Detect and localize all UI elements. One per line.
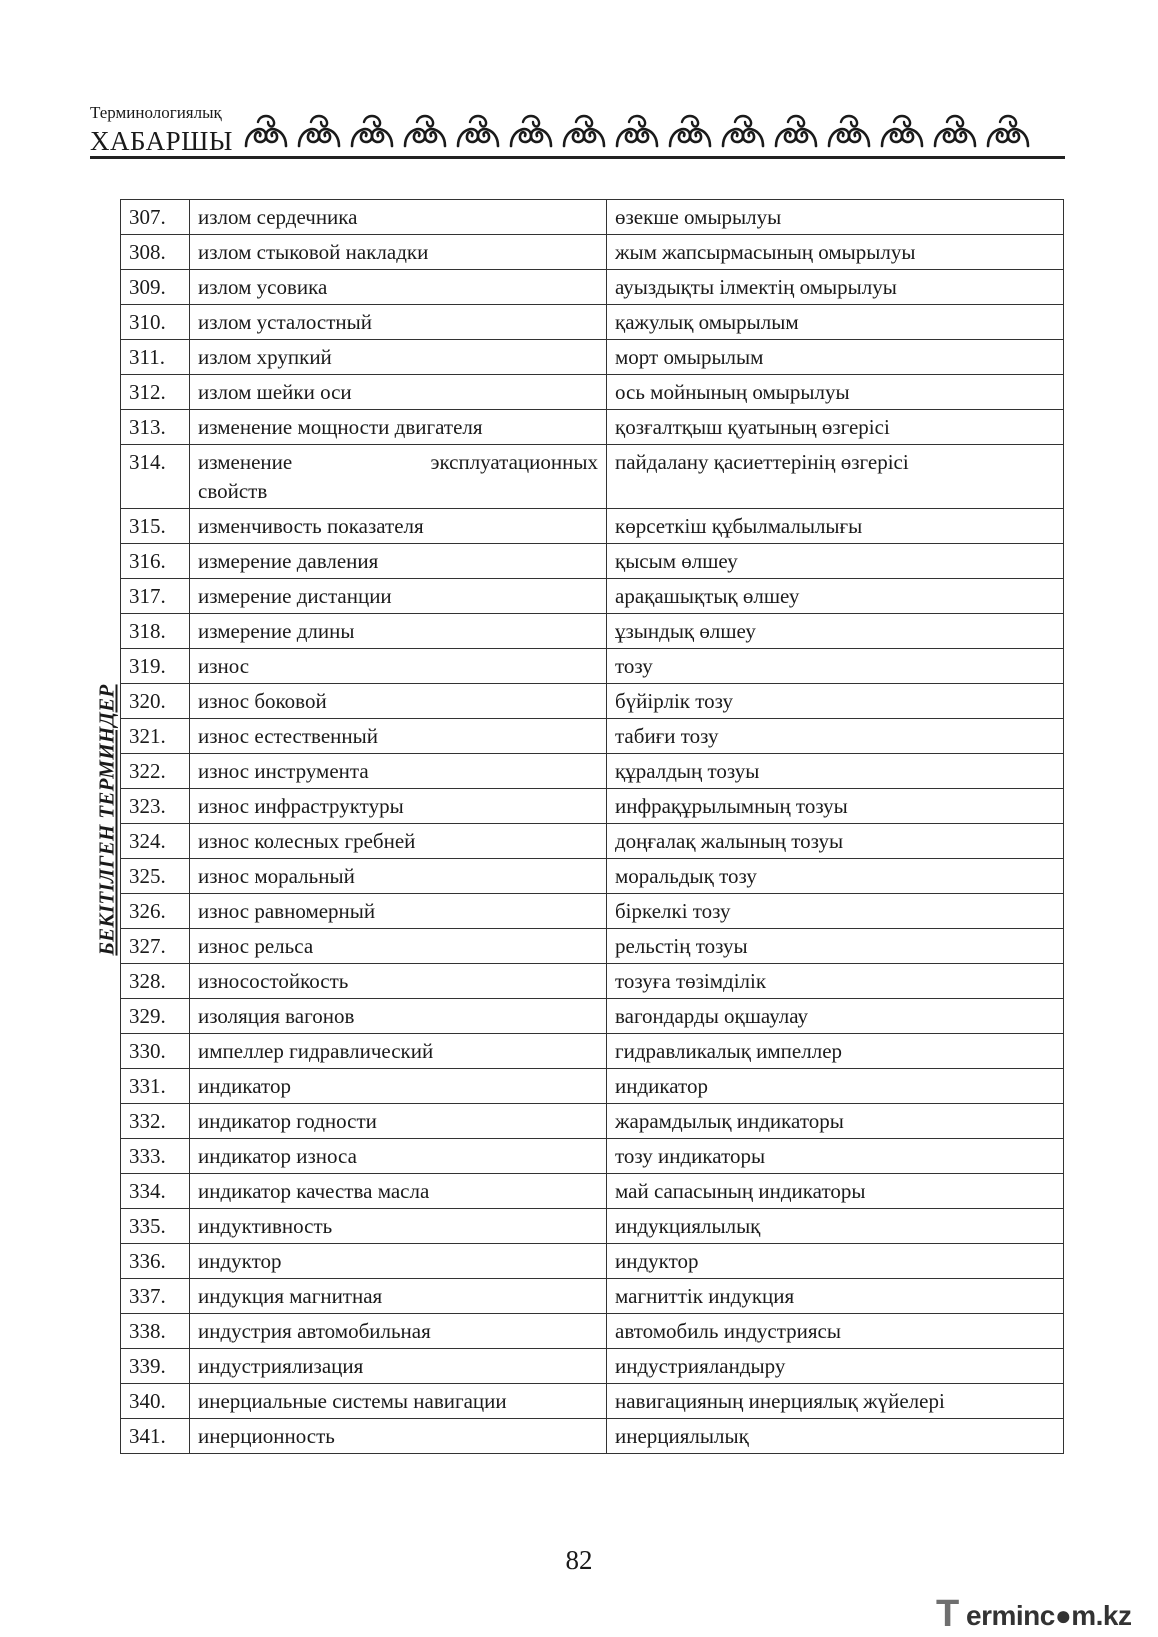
term-russian: износ инструмента xyxy=(190,754,607,789)
term-russian: излом усталостный xyxy=(190,305,607,340)
term-number: 329. xyxy=(121,999,190,1034)
table-row xyxy=(121,340,1064,375)
term-russian: износ колесных гребней xyxy=(190,824,607,859)
table-row xyxy=(121,1419,1064,1454)
term-kazakh: тозу индикаторы xyxy=(607,1139,1064,1174)
term-number: 338. xyxy=(121,1314,190,1349)
term-russian-word: изменение xyxy=(198,450,293,474)
table-row xyxy=(121,1349,1064,1384)
term-russian: излом хрупкий xyxy=(190,340,607,375)
term-number: 335. xyxy=(121,1209,190,1244)
term-kazakh: вагондарды оқшаулау xyxy=(607,999,1064,1034)
term-kazakh: тозуға төзімділік xyxy=(607,964,1064,999)
ornament-curl xyxy=(246,116,286,146)
term-kazakh: доңғалақ жалының тозуы xyxy=(607,824,1064,859)
ornament-curl xyxy=(723,116,763,146)
term-number: 317. xyxy=(121,579,190,614)
term-number: 328. xyxy=(121,964,190,999)
table-row xyxy=(121,999,1064,1034)
term-russian: износ xyxy=(190,649,607,684)
watermark-initial: T xyxy=(936,1593,960,1635)
table-row xyxy=(121,1244,1064,1279)
term-kazakh: моральдық тозу xyxy=(607,859,1064,894)
ornament-curl xyxy=(511,116,551,146)
table-row xyxy=(121,1314,1064,1349)
watermark-text: erminc●m.kz xyxy=(966,1600,1132,1631)
term-russian: индукция магнитная xyxy=(190,1279,607,1314)
ornament-curl xyxy=(829,116,869,146)
term-russian: измерение дистанции xyxy=(190,579,607,614)
term-russian: изоляция вагонов xyxy=(190,999,607,1034)
term-russian: износостойкость xyxy=(190,964,607,999)
ornament-curl xyxy=(458,116,498,146)
header-rule xyxy=(90,156,1065,159)
term-number: 330. xyxy=(121,1034,190,1069)
table-row xyxy=(121,200,1064,235)
term-russian: индикатор качества масла xyxy=(190,1174,607,1209)
term-kazakh: магниттік индукция xyxy=(607,1279,1064,1314)
term-number: 309. xyxy=(121,270,190,305)
term-russian: индустрия автомобильная xyxy=(190,1314,607,1349)
table-row xyxy=(121,824,1064,859)
table-row xyxy=(121,1139,1064,1174)
ornament-curl xyxy=(882,116,922,146)
term-russian: измерение давления xyxy=(190,544,607,579)
term-number: 316. xyxy=(121,544,190,579)
ornament-curl xyxy=(617,116,657,146)
term-kazakh: май сапасының индикаторы xyxy=(607,1174,1064,1209)
term-russian: износ боковой xyxy=(190,684,607,719)
table-row xyxy=(121,929,1064,964)
term-number: 334. xyxy=(121,1174,190,1209)
table-row xyxy=(121,270,1064,305)
table-row xyxy=(121,1384,1064,1419)
ornament-curl xyxy=(670,116,710,146)
term-kazakh: бүйірлік тозу xyxy=(607,684,1064,719)
term-number: 333. xyxy=(121,1139,190,1174)
term-russian: инерциальные системы навигации xyxy=(190,1384,607,1419)
ornament-curl xyxy=(988,116,1028,146)
term-number: 336. xyxy=(121,1244,190,1279)
table-row xyxy=(121,1174,1064,1209)
term-number: 314. xyxy=(121,445,190,509)
term-russian: импеллер гидравлический xyxy=(190,1034,607,1069)
term-kazakh: автомобиль индустриясы xyxy=(607,1314,1064,1349)
ornament-curl xyxy=(935,116,975,146)
term-russian: излом стыковой накладки xyxy=(190,235,607,270)
term-kazakh: индукциялылық xyxy=(607,1209,1064,1244)
page-number: 82 xyxy=(565,1545,593,1575)
term-russian: износ равномерный xyxy=(190,894,607,929)
term-russian-line xyxy=(198,448,598,477)
term-kazakh: морт омырылым xyxy=(607,340,1064,375)
term-number: 319. xyxy=(121,649,190,684)
term-russian: износ инфраструктуры xyxy=(190,789,607,824)
header-subtitle: Терминологиялық xyxy=(90,103,222,122)
term-kazakh: біркелкі тозу xyxy=(607,894,1064,929)
table-row xyxy=(121,579,1064,614)
term-kazakh: инфрақұрылымның тозуы xyxy=(607,789,1064,824)
table-row xyxy=(121,894,1064,929)
term-kazakh: жым жапсырмасының омырылуы xyxy=(607,235,1064,270)
term-number: 315. xyxy=(121,509,190,544)
term-kazakh: инерциялылық xyxy=(607,1419,1064,1454)
page-header xyxy=(90,104,1065,164)
term-kazakh: ауыздықты ілмектің омырылуы xyxy=(607,270,1064,305)
term-number: 337. xyxy=(121,1279,190,1314)
term-number: 323. xyxy=(121,789,190,824)
term-russian: индикатор годности xyxy=(190,1104,607,1139)
term-kazakh: қозғалтқыш қуатының өзгерісі xyxy=(607,410,1064,445)
term-kazakh: жарамдылық индикаторы xyxy=(607,1104,1064,1139)
table-row xyxy=(121,1034,1064,1069)
table-row xyxy=(121,789,1064,824)
term-number: 326. xyxy=(121,894,190,929)
term-kazakh: индуктор xyxy=(607,1244,1064,1279)
term-kazakh: қысым өлшеу xyxy=(607,544,1064,579)
table-row xyxy=(121,305,1064,340)
term-russian: излом шейки оси xyxy=(190,375,607,410)
term-number: 339. xyxy=(121,1349,190,1384)
term-number: 325. xyxy=(121,859,190,894)
term-number: 321. xyxy=(121,719,190,754)
table-row xyxy=(121,235,1064,270)
table-row xyxy=(121,410,1064,445)
term-number: 331. xyxy=(121,1069,190,1104)
term-russian: излом усовика xyxy=(190,270,607,305)
side-label-text: БЕКІТІЛГЕН ТЕРМИНДЕР xyxy=(94,684,119,956)
term-russian: износ моральный xyxy=(190,859,607,894)
table-row xyxy=(121,684,1064,719)
term-kazakh: гидравликалық импеллер xyxy=(607,1034,1064,1069)
term-number: 327. xyxy=(121,929,190,964)
term-number: 311. xyxy=(121,340,190,375)
table-row xyxy=(121,445,1064,509)
table-row xyxy=(121,719,1064,754)
term-kazakh: арақашықтық өлшеу xyxy=(607,579,1064,614)
ornament-curl xyxy=(776,116,816,146)
ornament-curl xyxy=(352,116,392,146)
term-number: 318. xyxy=(121,614,190,649)
term-kazakh: рельстің тозуы xyxy=(607,929,1064,964)
term-russian xyxy=(190,445,607,509)
ornament-border xyxy=(242,108,1065,154)
term-number: 307. xyxy=(121,200,190,235)
term-russian: излом сердечника xyxy=(190,200,607,235)
table-row xyxy=(121,649,1064,684)
table-row xyxy=(121,509,1064,544)
term-number: 332. xyxy=(121,1104,190,1139)
table-row xyxy=(121,1209,1064,1244)
table-row xyxy=(121,614,1064,649)
ornament-curl xyxy=(405,116,445,146)
term-russian: изменение мощности двигателя xyxy=(190,410,607,445)
term-kazakh: тозу xyxy=(607,649,1064,684)
term-russian-tail: свойств xyxy=(198,479,268,503)
term-kazakh: табиғи тозу xyxy=(607,719,1064,754)
term-kazakh: қажулық омырылым xyxy=(607,305,1064,340)
term-number: 340. xyxy=(121,1384,190,1419)
table-row xyxy=(121,1104,1064,1139)
terms-table xyxy=(120,199,1064,1454)
term-russian: индустриялизация xyxy=(190,1349,607,1384)
term-kazakh: ось мойнының омырылуы xyxy=(607,375,1064,410)
term-russian: измерение длины xyxy=(190,614,607,649)
term-russian: инерционность xyxy=(190,1419,607,1454)
ornament-curl xyxy=(299,116,339,146)
table-row xyxy=(121,754,1064,789)
table-row xyxy=(121,1279,1064,1314)
term-russian: износ естественный xyxy=(190,719,607,754)
term-number: 310. xyxy=(121,305,190,340)
term-kazakh: навигацияның инерциялық жүйелері xyxy=(607,1384,1064,1419)
term-number: 324. xyxy=(121,824,190,859)
term-kazakh: өзекше омырылуы xyxy=(607,200,1064,235)
table-row xyxy=(121,964,1064,999)
term-number: 308. xyxy=(121,235,190,270)
header-title: ХАБАРШЫ xyxy=(90,126,233,156)
ornament-curl xyxy=(564,116,604,146)
term-russian-word: эксплуатационных xyxy=(430,450,598,474)
term-number: 320. xyxy=(121,684,190,719)
term-kazakh: индустрияландыру xyxy=(607,1349,1064,1384)
term-russian: изменчивость показателя xyxy=(190,509,607,544)
term-russian: индуктивность xyxy=(190,1209,607,1244)
table-row xyxy=(121,544,1064,579)
term-russian: износ рельса xyxy=(190,929,607,964)
term-number: 341. xyxy=(121,1419,190,1454)
term-kazakh: пайдалану қасиеттерінің өзгерісі xyxy=(607,445,1064,509)
term-kazakh: құралдың тозуы xyxy=(607,754,1064,789)
term-russian: индикатор xyxy=(190,1069,607,1104)
term-number: 322. xyxy=(121,754,190,789)
table-row xyxy=(121,859,1064,894)
term-russian: индуктор xyxy=(190,1244,607,1279)
term-kazakh: көрсеткіш құбылмалылығы xyxy=(607,509,1064,544)
term-number: 312. xyxy=(121,375,190,410)
term-kazakh: индикатор xyxy=(607,1069,1064,1104)
term-kazakh: ұзындық өлшеу xyxy=(607,614,1064,649)
table-row xyxy=(121,1069,1064,1104)
table-row xyxy=(121,375,1064,410)
term-russian: индикатор износа xyxy=(190,1139,607,1174)
term-number: 313. xyxy=(121,410,190,445)
